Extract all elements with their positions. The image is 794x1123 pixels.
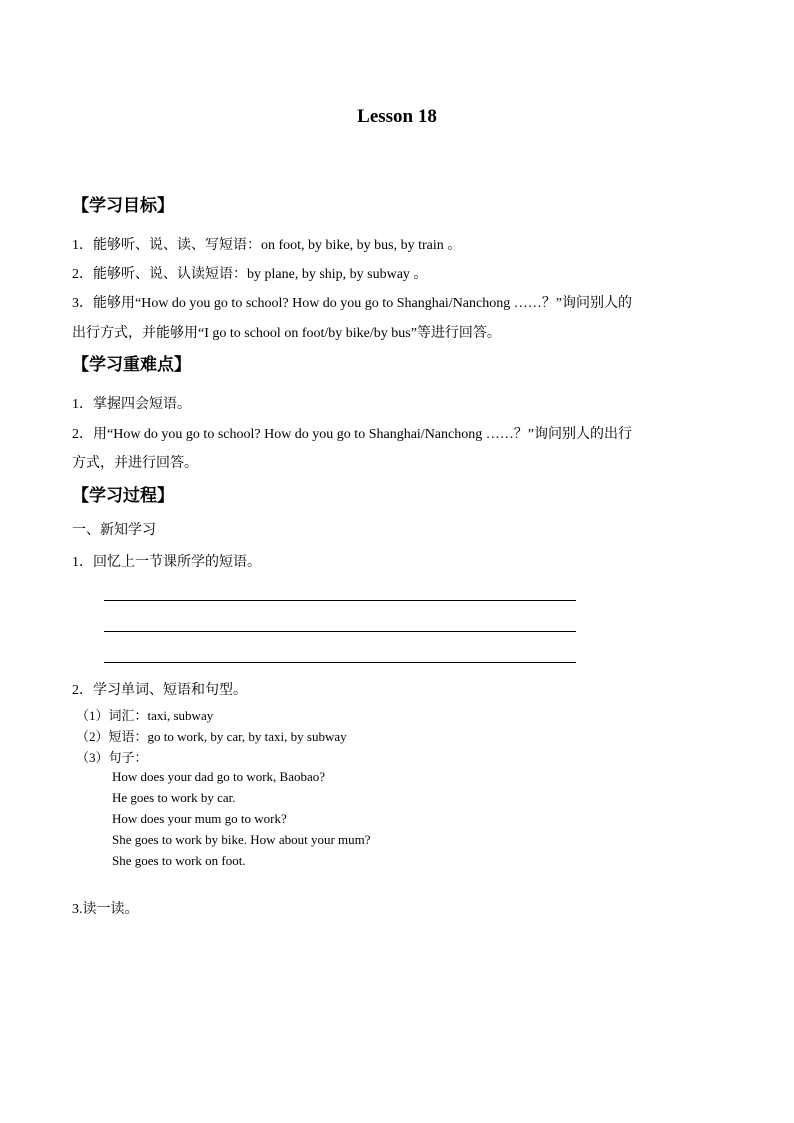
- answer-line-3[interactable]: [104, 662, 576, 663]
- objective-item-2: 2．能够听、说、认读短语：by plane, by ship, by subway 。: [72, 267, 428, 282]
- objective-item-3-cont: 出行方式，并能够用“I go to school on foot/by bike/by bus”等进行回答。: [72, 326, 501, 341]
- answer-line-2[interactable]: [104, 631, 576, 632]
- sub-item-sentences: （3）句子：: [76, 750, 148, 765]
- step1-text: 1．回忆上一节课所学的短语。: [72, 555, 261, 570]
- answer-line-1[interactable]: [104, 600, 576, 601]
- sub-item-phrases: （2）短语：go to work, by car, by taxi, by subway: [76, 729, 347, 744]
- objectives-heading: 【学习目标】: [72, 196, 174, 215]
- objective-item-3: 3．能够用“How do you go to school? How do you go to Shanghai/Nanchong ……？”询问别人的: [72, 296, 632, 311]
- sub-item-vocabulary: （1）词汇：taxi, subway: [76, 708, 214, 723]
- objective-item-1: 1．能够听、说、读、写短语：on foot, by bike, by bus, by train 。: [72, 238, 462, 253]
- step3-text: 3.读一读。: [72, 902, 139, 917]
- sentence-1: How does your dad go to work, Baobao?: [112, 769, 326, 784]
- sentence-3: How does your mum go to work?: [112, 811, 287, 826]
- step2-text: 2．学习单词、短语和句型。: [72, 683, 247, 698]
- process-heading: 【学习过程】: [72, 486, 174, 505]
- sentence-2: He goes to work by car.: [112, 790, 236, 805]
- sentence-4: She goes to work by bike. How about your mum?: [112, 832, 371, 847]
- key-points-heading: 【学习重难点】: [72, 355, 191, 374]
- key-point-item-2: 2．用“How do you go to school? How do you go to Shanghai/Nanchong ……？”询问别人的出行: [72, 427, 632, 442]
- sentence-5: She goes to work on foot.: [112, 853, 246, 868]
- document-title: Lesson 18: [357, 106, 437, 127]
- key-point-item-2-cont: 方式，并进行回答。: [72, 456, 198, 471]
- part1-title: 一、新知学习: [72, 523, 156, 538]
- key-point-item-1: 1．掌握四会短语。: [72, 397, 191, 412]
